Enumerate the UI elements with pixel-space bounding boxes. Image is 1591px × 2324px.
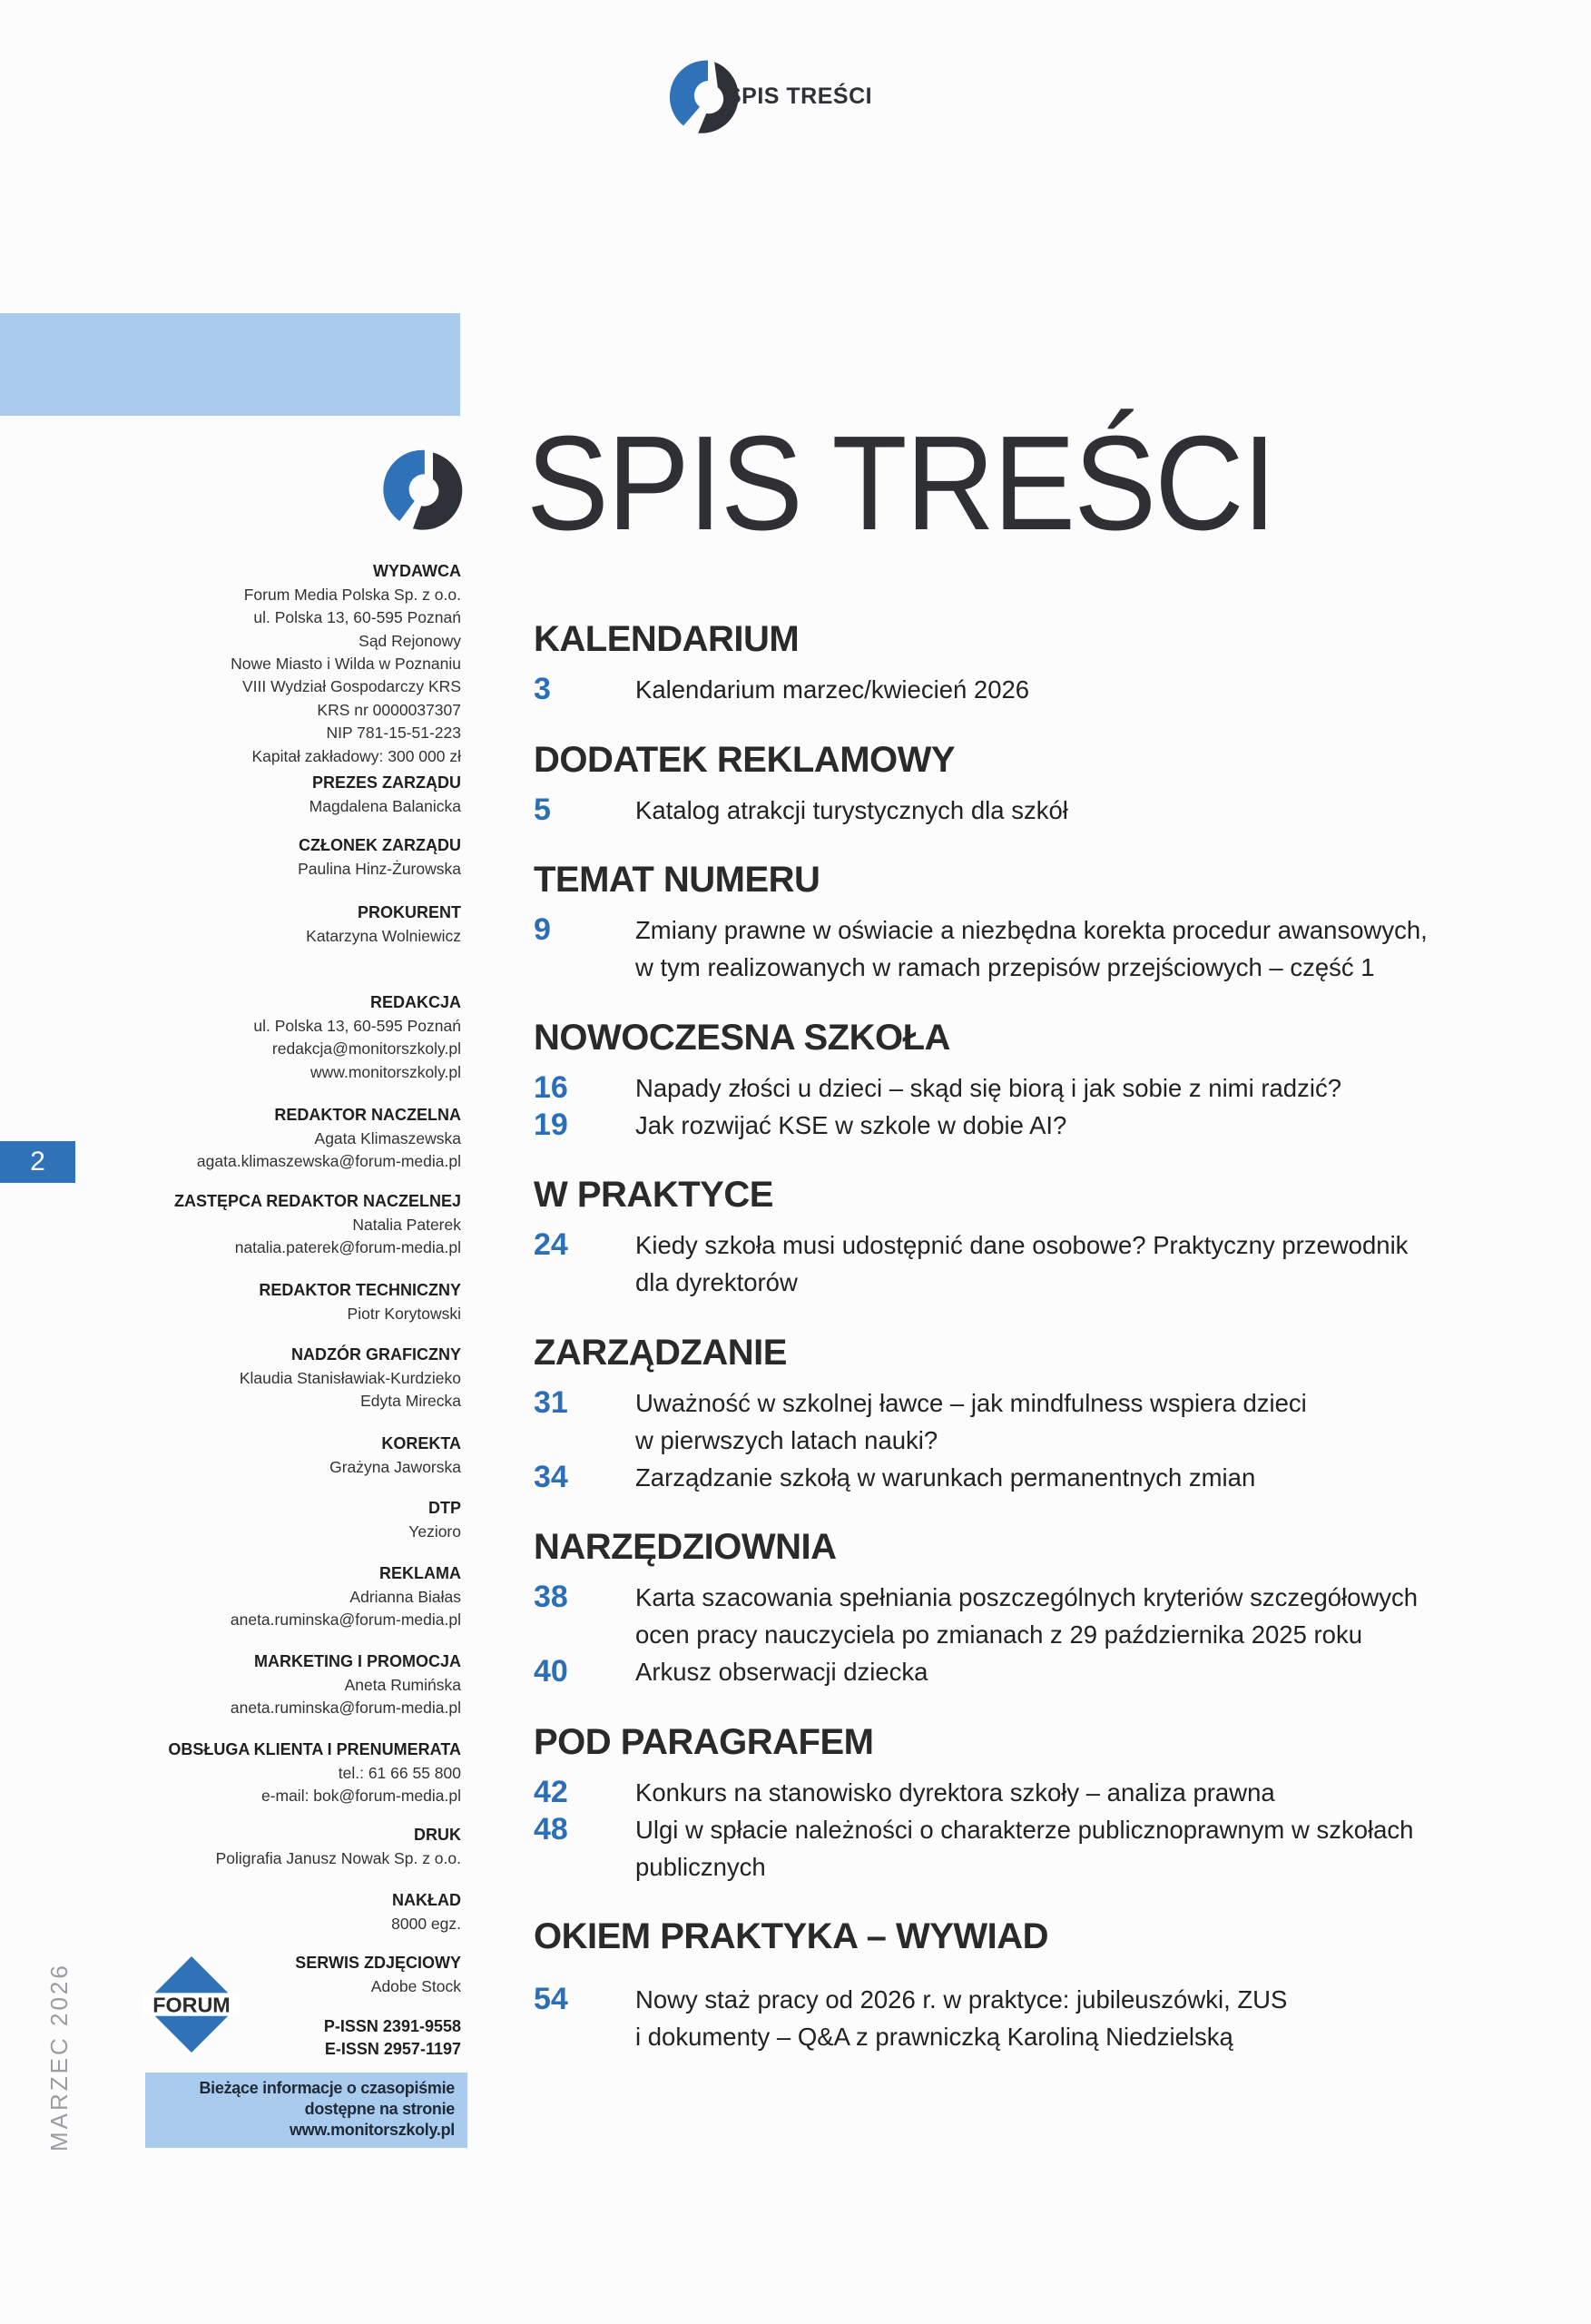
entry-page-number: 48: [534, 1811, 568, 1846]
masthead-line: Klaudia Stanisławiak-Kurdzieko: [239, 1368, 461, 1387]
toc-section: [534, 857, 1550, 986]
masthead-label: PROKURENT: [357, 903, 461, 922]
page-number-badge: 2: [0, 1141, 75, 1183]
masthead-label: WYDAWCA: [373, 562, 461, 581]
toc-section: [534, 737, 1550, 829]
section-heading: ZARZĄDZANIE: [534, 1332, 787, 1373]
info-website-link[interactable]: www.monitorszkoly.pl: [289, 2121, 455, 2139]
masthead-line: KRS nr 0000037307: [317, 700, 461, 719]
masthead-line: Agata Klimaszewska: [314, 1128, 461, 1147]
info-line: dostępne na stronie: [304, 2100, 455, 2118]
masthead-group: [80, 1104, 461, 1173]
masthead-label: MARKETING I PROMOCJA: [253, 1652, 461, 1671]
toc-entry[interactable]: [534, 792, 1550, 829]
entry-title: [635, 1459, 1255, 1496]
entry-page-number: 3: [534, 672, 551, 706]
entry-title-line: Nowy staż pracy od 2026 r. w praktyce: jubileuszówki, ZUS: [635, 1985, 1288, 2014]
entry-title-line: Napady złości u dzieci – skąd się biorą i jak sobie z nimi radzić?: [635, 1073, 1341, 1102]
toc-entry[interactable]: [534, 1981, 1550, 2055]
masthead-line: www.monitorszkoly.pl: [310, 1062, 461, 1081]
toc-entry[interactable]: [534, 911, 1550, 986]
masthead-label: OBSŁUGA KLIENTA I PRENUMERATA: [168, 1740, 461, 1759]
masthead-group: [80, 1952, 461, 1998]
masthead-group: [80, 991, 461, 1084]
entry-title: [635, 1653, 928, 1690]
brand-ring-icon: [381, 448, 465, 531]
masthead-line: Piotr Korytowski: [347, 1304, 461, 1323]
entry-page-number: 34: [534, 1459, 568, 1494]
entry-title: [635, 1774, 1275, 1811]
masthead-line: Nowe Miasto i Wilda w Poznaniu: [231, 654, 461, 673]
toc-entry[interactable]: [534, 1384, 1550, 1459]
toc-entry[interactable]: [534, 1811, 1550, 1886]
entry-title-line: Konkurs na stanowisko dyrektora szkoły – analiza prawna: [635, 1777, 1275, 1807]
masthead-group: [80, 1650, 461, 1719]
masthead-line: e-mail: bok@forum-media.pl: [260, 1787, 461, 1806]
svg-text:FORUM: FORUM: [152, 1993, 231, 2017]
toc-section: [534, 1524, 1550, 1690]
masthead-line: Yezioro: [408, 1521, 461, 1541]
section-heading: NARZĘDZIOWNIA: [534, 1527, 837, 1567]
masthead-line: Paulina Hinz-Żurowska: [298, 859, 461, 878]
masthead-group: [80, 772, 461, 818]
masthead-label: DTP: [428, 1499, 461, 1518]
entry-title-line: Katalog atrakcji turystycznych dla szkół: [635, 795, 1068, 824]
masthead-group: [80, 1824, 461, 1870]
toc-section: [534, 1719, 1550, 1886]
entry-title: [635, 1811, 1413, 1886]
entry-page-number: 9: [534, 912, 551, 947]
entry-page-number: 38: [534, 1580, 568, 1614]
masthead-line: ul. Polska 13, 60-595 Poznań: [253, 608, 461, 627]
entry-title: [635, 671, 1029, 708]
masthead-label: REDAKTOR TECHNICZNY: [259, 1281, 461, 1300]
entry-title-line: Jak rozwijać KSE w szkole w dobie AI?: [635, 1110, 1067, 1139]
masthead-label: NAKŁAD: [392, 1891, 461, 1910]
toc-section: [534, 1015, 1550, 1144]
masthead-line: ul. Polska 13, 60-595 Poznań: [253, 1016, 461, 1035]
masthead-line: Kapitał zakładowy: 300 000 zł: [251, 746, 461, 765]
decorative-band: [0, 313, 460, 416]
entry-title-line: Kiedy szkoła musi udostępnić dane osobowe? Praktyczny przewodnik: [635, 1231, 1409, 1259]
masthead-line: Poligrafia Janusz Nowak Sp. z o.o.: [215, 1848, 461, 1867]
entry-title-line: Karta szacowania spełniania poszczególnych kryteriów szczegółowych: [635, 1583, 1419, 1611]
masthead-line: natalia.paterek@forum-media.pl: [234, 1238, 461, 1257]
info-box: [145, 2073, 467, 2148]
masthead-line: Grażyna Jaworska: [329, 1457, 461, 1476]
masthead-group: [80, 1562, 461, 1631]
masthead-line: Aneta Rumińska: [344, 1675, 461, 1694]
section-heading: TEMAT NUMERU: [534, 860, 820, 900]
masthead-group: [80, 560, 461, 768]
toc-entry[interactable]: [534, 1069, 1550, 1107]
entry-title-line: Kalendarium marzec/kwiecień 2026: [635, 675, 1030, 704]
toc-section: [534, 1914, 1550, 2055]
table-of-contents: [534, 616, 1550, 2084]
masthead-line: Natalia Paterek: [352, 1215, 461, 1234]
masthead-line: aneta.ruminska@forum-media.pl: [230, 1610, 461, 1630]
masthead-label: PREZES ZARZĄDU: [311, 773, 461, 793]
issue-date: MARZEC 2026: [45, 1963, 73, 2152]
masthead-line: NIP 781-15-51-223: [326, 724, 461, 743]
masthead-group: [80, 1190, 461, 1259]
entry-page-number: 19: [534, 1107, 568, 1142]
toc-entry[interactable]: [534, 1653, 1550, 1690]
entry-page-number: 24: [534, 1227, 568, 1262]
entry-title-line: w tym realizowanych w ramach przepisów przejściowych – część 1: [635, 953, 1375, 981]
toc-entry[interactable]: [534, 1774, 1550, 1811]
toc-entry[interactable]: [534, 1107, 1550, 1144]
entry-page-number: 54: [534, 1982, 568, 2016]
masthead-line: Adrianna Białas: [349, 1587, 461, 1606]
entry-title: [635, 911, 1428, 986]
entry-title: [635, 792, 1068, 829]
entry-title-line: ocen pracy nauczyciela po zmianach z 29 października 2025 roku: [635, 1620, 1363, 1649]
masthead-label: CZŁONEK ZARZĄDU: [299, 836, 461, 855]
entry-page-number: 16: [534, 1069, 568, 1105]
masthead-group: [80, 1344, 461, 1413]
masthead-line: 8000 egz.: [391, 1914, 461, 1933]
entry-page-number: 42: [534, 1774, 568, 1809]
entry-title-line: w pierwszych latach nauki?: [635, 1425, 938, 1454]
info-line: Bieżące informacje o czasopiśmie: [199, 2079, 455, 2097]
electronic-issn: E-ISSN 2957-1197: [324, 2040, 461, 2059]
masthead-label: SERWIS ZDJĘCIOWY: [295, 1954, 461, 1973]
masthead-line: redakcja@monitorszkoly.pl: [271, 1039, 461, 1059]
toc-entry[interactable]: [534, 1226, 1550, 1301]
section-heading: DODATEK REKLAMOWY: [534, 739, 956, 780]
entry-page-number: 5: [534, 792, 551, 827]
entry-title-line: Zarządzanie szkołą w warunkach permanentnych zmian: [635, 1462, 1256, 1492]
section-heading: KALENDARIUM: [534, 619, 800, 659]
entry-title-line: dla dyrektorów: [635, 1268, 798, 1296]
entry-title-line: publicznych: [635, 1852, 766, 1881]
masthead-line: aneta.ruminska@forum-media.pl: [230, 1699, 461, 1718]
masthead-line: Edyta Mirecka: [360, 1392, 461, 1411]
toc-entry[interactable]: [534, 1579, 1550, 1653]
masthead-line: Katarzyna Wolniewicz: [306, 926, 461, 945]
entry-page-number: 31: [534, 1384, 568, 1420]
entry-title-line: Ulgi w spłacie należności o charakterze publicznoprawnym w szkołach: [635, 1815, 1414, 1844]
entry-title-line: Zmiany prawne w oświacie a niezbędna korekta procedur awansowych,: [635, 916, 1428, 944]
masthead-group: [80, 901, 461, 948]
toc-section: [534, 1172, 1550, 1301]
entry-title: [635, 1226, 1408, 1301]
entry-title-line: Uważność w szkolnej ławce – jak mindfulness wspiera dzieci: [635, 1388, 1307, 1417]
entry-title-line: i dokumenty – Q&A z prawniczką Karoliną Niedzielską: [635, 2023, 1233, 2051]
toc-section: [534, 616, 1550, 708]
issn-block: [80, 2015, 461, 2062]
entry-page-number: 40: [534, 1654, 568, 1689]
masthead-group: [80, 834, 461, 881]
masthead-line: tel.: 61 66 55 800: [338, 1763, 461, 1782]
masthead-group: [80, 1433, 461, 1479]
masthead-group: [80, 1279, 461, 1325]
masthead-label: DRUK: [414, 1826, 461, 1845]
masthead-label: REDAKTOR NACZELNA: [274, 1106, 461, 1125]
masthead-label: REKLAMA: [379, 1564, 461, 1583]
masthead-label: REDAKCJA: [369, 993, 461, 1012]
masthead-label: NADZÓR GRAFICZNY: [291, 1345, 461, 1364]
masthead-line: Sąd Rejonowy: [358, 631, 461, 650]
entry-title-line: Arkusz obserwacji dziecka: [635, 1658, 928, 1686]
masthead-group: [80, 1889, 461, 1935]
print-issn: P-ISSN 2391-9558: [323, 2017, 461, 2035]
header-logo-text: SPIS TREŚCI: [726, 84, 873, 109]
masthead-line: Adobe Stock: [370, 1976, 461, 1995]
section-heading: OKIEM PRAKTYKA – WYWIAD: [534, 1916, 1049, 1956]
entry-title: [635, 1981, 1287, 2055]
page-title: SPIS TREŚCI: [526, 409, 1275, 558]
masthead-label: KOREKTA: [381, 1434, 461, 1453]
masthead-line: VIII Wydział Gospodarczy KRS: [241, 677, 461, 696]
entry-title: [635, 1069, 1341, 1107]
masthead-label: ZASTĘPCA REDAKTOR NACZELNEJ: [173, 1192, 461, 1211]
toc-section: [534, 1330, 1550, 1496]
entry-title: [635, 1384, 1307, 1459]
section-heading: POD PARAGRAFEM: [534, 1721, 874, 1762]
masthead-group: [80, 1497, 461, 1543]
masthead-line: Forum Media Polska Sp. z o.o.: [243, 585, 461, 604]
toc-entry[interactable]: [534, 1459, 1550, 1496]
section-heading: W PRAKTYCE: [534, 1175, 773, 1215]
masthead-group: [80, 1738, 461, 1807]
section-heading: NOWOCZESNA SZKOŁA: [534, 1017, 950, 1058]
entry-title: [635, 1107, 1066, 1144]
entry-title: [635, 1579, 1418, 1653]
masthead-line: Magdalena Balanicka: [309, 796, 461, 815]
toc-entry[interactable]: [534, 671, 1550, 708]
masthead-line: agata.klimaszewska@forum-media.pl: [196, 1152, 461, 1171]
